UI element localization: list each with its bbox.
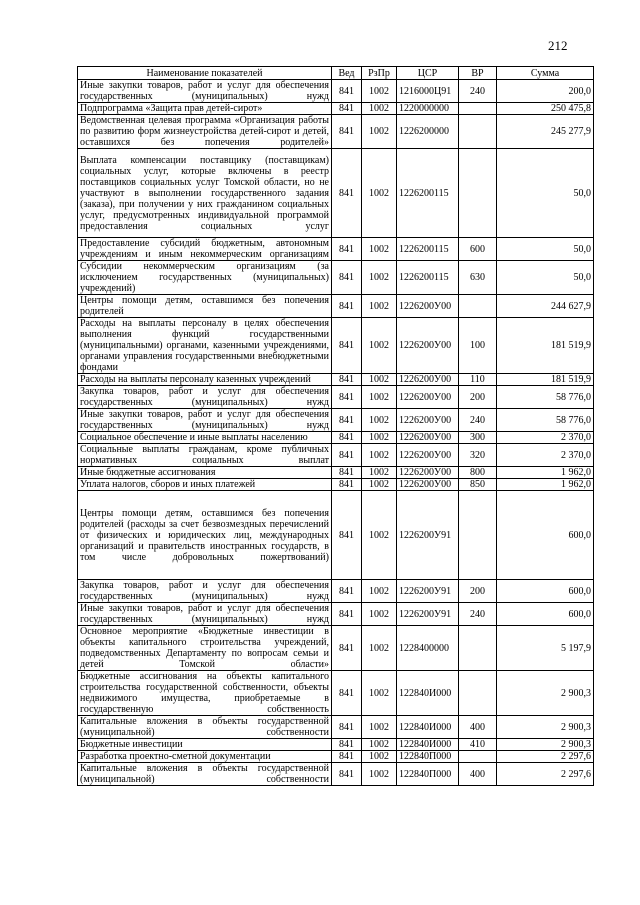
cell-name: Центры помощи детям, оставшимся без попечения родителей <box>78 295 332 318</box>
table-row <box>78 238 594 261</box>
cell-sum: 50,0 <box>497 238 594 261</box>
cell-vr <box>459 751 497 763</box>
cell-rzpr: 1002 <box>362 374 397 386</box>
budget-table <box>77 66 594 786</box>
cell-sum: 58 776,0 <box>497 409 594 432</box>
cell-sum: 600,0 <box>497 491 594 580</box>
header-vr: ВР <box>459 67 497 80</box>
cell-ved: 841 <box>332 149 362 238</box>
cell-sum: 58 776,0 <box>497 386 594 409</box>
cell-ved: 841 <box>332 295 362 318</box>
header-csr: ЦСР <box>397 67 459 80</box>
cell-name: Центры помощи детям, оставшимся без попечения родителей (расходы за счет безвозмездных перечислений от физических и юридических лиц, международных организаций и правительств иностранных государств, в том числе добровольных пожертвований) <box>78 491 332 580</box>
cell-name: Уплата налогов, сборов и иных платежей <box>78 479 332 491</box>
table-row <box>78 386 594 409</box>
cell-vr: 320 <box>459 444 497 467</box>
cell-ved: 841 <box>332 603 362 626</box>
cell-ved: 841 <box>332 626 362 671</box>
table-row <box>78 261 594 295</box>
cell-rzpr: 1002 <box>362 751 397 763</box>
cell-rzpr: 1002 <box>362 580 397 603</box>
cell-rzpr: 1002 <box>362 479 397 491</box>
table-row <box>78 739 594 751</box>
cell-sum: 2 297,6 <box>497 751 594 763</box>
cell-ved: 841 <box>332 432 362 444</box>
table-body <box>78 80 594 786</box>
cell-rzpr: 1002 <box>362 80 397 103</box>
cell-sum: 2 900,3 <box>497 716 594 739</box>
table-row <box>78 318 594 374</box>
cell-name: Закупка товаров, работ и услуг для обеспечения государственных (муниципальных) нужд <box>78 386 332 409</box>
cell-ved: 841 <box>332 479 362 491</box>
header-sum: Сумма <box>497 67 594 80</box>
cell-vr: 800 <box>459 467 497 479</box>
table-row <box>78 115 594 149</box>
cell-sum: 2 370,0 <box>497 444 594 467</box>
cell-csr: 1220000000 <box>397 103 459 115</box>
cell-ved: 841 <box>332 751 362 763</box>
cell-csr: 122840И000 <box>397 671 459 716</box>
cell-vr: 200 <box>459 386 497 409</box>
cell-sum: 181 519,9 <box>497 318 594 374</box>
cell-csr: 1226200000 <box>397 115 459 149</box>
table-row <box>78 444 594 467</box>
cell-ved: 841 <box>332 409 362 432</box>
cell-csr: 1226200115 <box>397 238 459 261</box>
cell-ved: 841 <box>332 115 362 149</box>
cell-rzpr: 1002 <box>362 115 397 149</box>
cell-name: Капитальные вложения в объекты государственной (муниципальной) собственности <box>78 716 332 739</box>
cell-vr: 850 <box>459 479 497 491</box>
cell-rzpr: 1002 <box>362 763 397 786</box>
table-row <box>78 716 594 739</box>
cell-vr: 600 <box>459 238 497 261</box>
cell-rzpr: 1002 <box>362 444 397 467</box>
cell-csr: 1226200У91 <box>397 603 459 626</box>
table-row <box>78 479 594 491</box>
cell-sum: 245 277,9 <box>497 115 594 149</box>
table-row <box>78 751 594 763</box>
cell-sum: 1 962,0 <box>497 467 594 479</box>
cell-rzpr: 1002 <box>362 318 397 374</box>
cell-rzpr: 1002 <box>362 432 397 444</box>
cell-vr: 240 <box>459 80 497 103</box>
cell-csr: 1226200У00 <box>397 444 459 467</box>
cell-ved: 841 <box>332 238 362 261</box>
cell-rzpr: 1002 <box>362 149 397 238</box>
cell-vr <box>459 671 497 716</box>
cell-csr: 122840П000 <box>397 751 459 763</box>
cell-vr <box>459 491 497 580</box>
cell-ved: 841 <box>332 671 362 716</box>
cell-vr: 630 <box>459 261 497 295</box>
cell-name: Закупка товаров, работ и услуг для обеспечения государственных (муниципальных) нужд <box>78 580 332 603</box>
page-number: 212 <box>548 38 568 53</box>
cell-csr: 1226200У00 <box>397 432 459 444</box>
cell-rzpr: 1002 <box>362 261 397 295</box>
cell-rzpr: 1002 <box>362 409 397 432</box>
cell-rzpr: 1002 <box>362 716 397 739</box>
cell-sum: 2 297,6 <box>497 763 594 786</box>
cell-ved: 841 <box>332 739 362 751</box>
cell-ved: 841 <box>332 386 362 409</box>
cell-rzpr: 1002 <box>362 739 397 751</box>
cell-name: Предоставление субсидий бюджетным, автономным учреждениям и иным некоммерческим организациям <box>78 238 332 261</box>
cell-rzpr: 1002 <box>362 491 397 580</box>
table-row <box>78 671 594 716</box>
cell-rzpr: 1002 <box>362 467 397 479</box>
cell-name: Субсидии некоммерческим организациям (за исключением государственных (муниципальных) учреждений) <box>78 261 332 295</box>
cell-ved: 841 <box>332 763 362 786</box>
cell-sum: 1 962,0 <box>497 479 594 491</box>
cell-name: Расходы на выплаты персоналу казенных учреждений <box>78 374 332 386</box>
cell-name: Бюджетные ассигнования на объекты капитального строительства государственной собственности, объекты недвижимого имущества, приобретаемые в государственную собственность <box>78 671 332 716</box>
cell-vr: 110 <box>459 374 497 386</box>
cell-vr: 400 <box>459 763 497 786</box>
cell-rzpr: 1002 <box>362 386 397 409</box>
cell-vr: 300 <box>459 432 497 444</box>
cell-csr: 1216000Ц91 <box>397 80 459 103</box>
cell-ved: 841 <box>332 374 362 386</box>
cell-rzpr: 1002 <box>362 626 397 671</box>
cell-name: Иные закупки товаров, работ и услуг для обеспечения государственных (муниципальных) нужд <box>78 603 332 626</box>
cell-csr: 1226200У00 <box>397 374 459 386</box>
cell-vr: 100 <box>459 318 497 374</box>
cell-name: Основное мероприятие «Бюджетные инвестиции в объекты капитального строительства учреждений, подведомственных Департаменту по вопросам семьи и детей Томской области» <box>78 626 332 671</box>
cell-name: Ведомственная целевая программа «Организация работы по развитию форм жизнеустройства детей-сирот и детей, оставшихся без попечения родителей» <box>78 115 332 149</box>
cell-name: Иные бюджетные ассигнования <box>78 467 332 479</box>
cell-csr: 1226200У00 <box>397 386 459 409</box>
cell-rzpr: 1002 <box>362 103 397 115</box>
cell-sum: 5 197,9 <box>497 626 594 671</box>
cell-vr <box>459 103 497 115</box>
cell-ved: 841 <box>332 716 362 739</box>
cell-name: Социальное обеспечение и иные выплаты населению <box>78 432 332 444</box>
cell-csr: 1226200У00 <box>397 318 459 374</box>
cell-sum: 244 627,9 <box>497 295 594 318</box>
cell-rzpr: 1002 <box>362 603 397 626</box>
table-row <box>78 603 594 626</box>
cell-csr: 1226200У00 <box>397 467 459 479</box>
cell-ved: 841 <box>332 467 362 479</box>
cell-vr <box>459 295 497 318</box>
cell-sum: 600,0 <box>497 580 594 603</box>
cell-csr: 122840И000 <box>397 716 459 739</box>
cell-csr: 122840П000 <box>397 763 459 786</box>
cell-vr: 240 <box>459 409 497 432</box>
cell-sum: 600,0 <box>497 603 594 626</box>
cell-name: Выплата компенсации поставщику (поставщикам) социальных услуг, которые включены в реестр поставщиков социальных услуг Томской области, но не участвуют в выполнении государственного задания (заказа), при получении у них гражданином социальных услуг, предусмотренных индивидуальной программой предоставления социальных услуг <box>78 149 332 238</box>
cell-csr: 1226200115 <box>397 261 459 295</box>
cell-vr <box>459 115 497 149</box>
cell-ved: 841 <box>332 444 362 467</box>
cell-name: Иные закупки товаров, работ и услуг для обеспечения государственных (муниципальных) нужд <box>78 409 332 432</box>
header-ved: Вед <box>332 67 362 80</box>
cell-csr: 1226200115 <box>397 149 459 238</box>
table-row <box>78 432 594 444</box>
cell-name: Иные закупки товаров, работ и услуг для обеспечения государственных (муниципальных) нужд <box>78 80 332 103</box>
table-row <box>78 295 594 318</box>
table-row <box>78 149 594 238</box>
cell-name: Бюджетные инвестиции <box>78 739 332 751</box>
cell-csr: 122840И000 <box>397 739 459 751</box>
table-row <box>78 467 594 479</box>
cell-rzpr: 1002 <box>362 295 397 318</box>
cell-vr <box>459 626 497 671</box>
cell-vr: 200 <box>459 580 497 603</box>
cell-name: Разработка проектно-сметной документации <box>78 751 332 763</box>
cell-ved: 841 <box>332 261 362 295</box>
cell-ved: 841 <box>332 580 362 603</box>
cell-vr <box>459 149 497 238</box>
cell-ved: 841 <box>332 80 362 103</box>
cell-sum: 2 900,3 <box>497 671 594 716</box>
header-rzpr: РзПр <box>362 67 397 80</box>
cell-rzpr: 1002 <box>362 238 397 261</box>
cell-csr: 1226200У91 <box>397 491 459 580</box>
table-row <box>78 763 594 786</box>
table-row <box>78 626 594 671</box>
table-header-row <box>78 67 594 80</box>
cell-csr: 1226200У91 <box>397 580 459 603</box>
header-name: Наименование показателей <box>78 67 332 80</box>
cell-csr: 1226200У00 <box>397 295 459 318</box>
table-row <box>78 374 594 386</box>
cell-name: Капитальные вложения в объекты государственной (муниципальной) собственности <box>78 763 332 786</box>
cell-ved: 841 <box>332 491 362 580</box>
cell-ved: 841 <box>332 318 362 374</box>
cell-name: Подпрограмма «Защита прав детей-сирот» <box>78 103 332 115</box>
table-row <box>78 80 594 103</box>
cell-vr: 400 <box>459 716 497 739</box>
cell-csr: 1226200У00 <box>397 479 459 491</box>
cell-sum: 250 475,8 <box>497 103 594 115</box>
cell-sum: 50,0 <box>497 149 594 238</box>
cell-csr: 1228400000 <box>397 626 459 671</box>
cell-name: Расходы на выплаты персоналу в целях обеспечения выполнения функций государственными (муниципальными) органами, казенными учреждениями, органами управления государственными внебюджетными фондами <box>78 318 332 374</box>
table-row <box>78 103 594 115</box>
cell-sum: 200,0 <box>497 80 594 103</box>
cell-name: Социальные выплаты гражданам, кроме публичных нормативных социальных выплат <box>78 444 332 467</box>
cell-rzpr: 1002 <box>362 671 397 716</box>
cell-vr: 240 <box>459 603 497 626</box>
table-row <box>78 580 594 603</box>
cell-sum: 2 900,3 <box>497 739 594 751</box>
table-row <box>78 409 594 432</box>
cell-sum: 50,0 <box>497 261 594 295</box>
cell-sum: 181 519,9 <box>497 374 594 386</box>
cell-csr: 1226200У00 <box>397 409 459 432</box>
cell-ved: 841 <box>332 103 362 115</box>
table-row <box>78 491 594 580</box>
cell-vr: 410 <box>459 739 497 751</box>
cell-sum: 2 370,0 <box>497 432 594 444</box>
